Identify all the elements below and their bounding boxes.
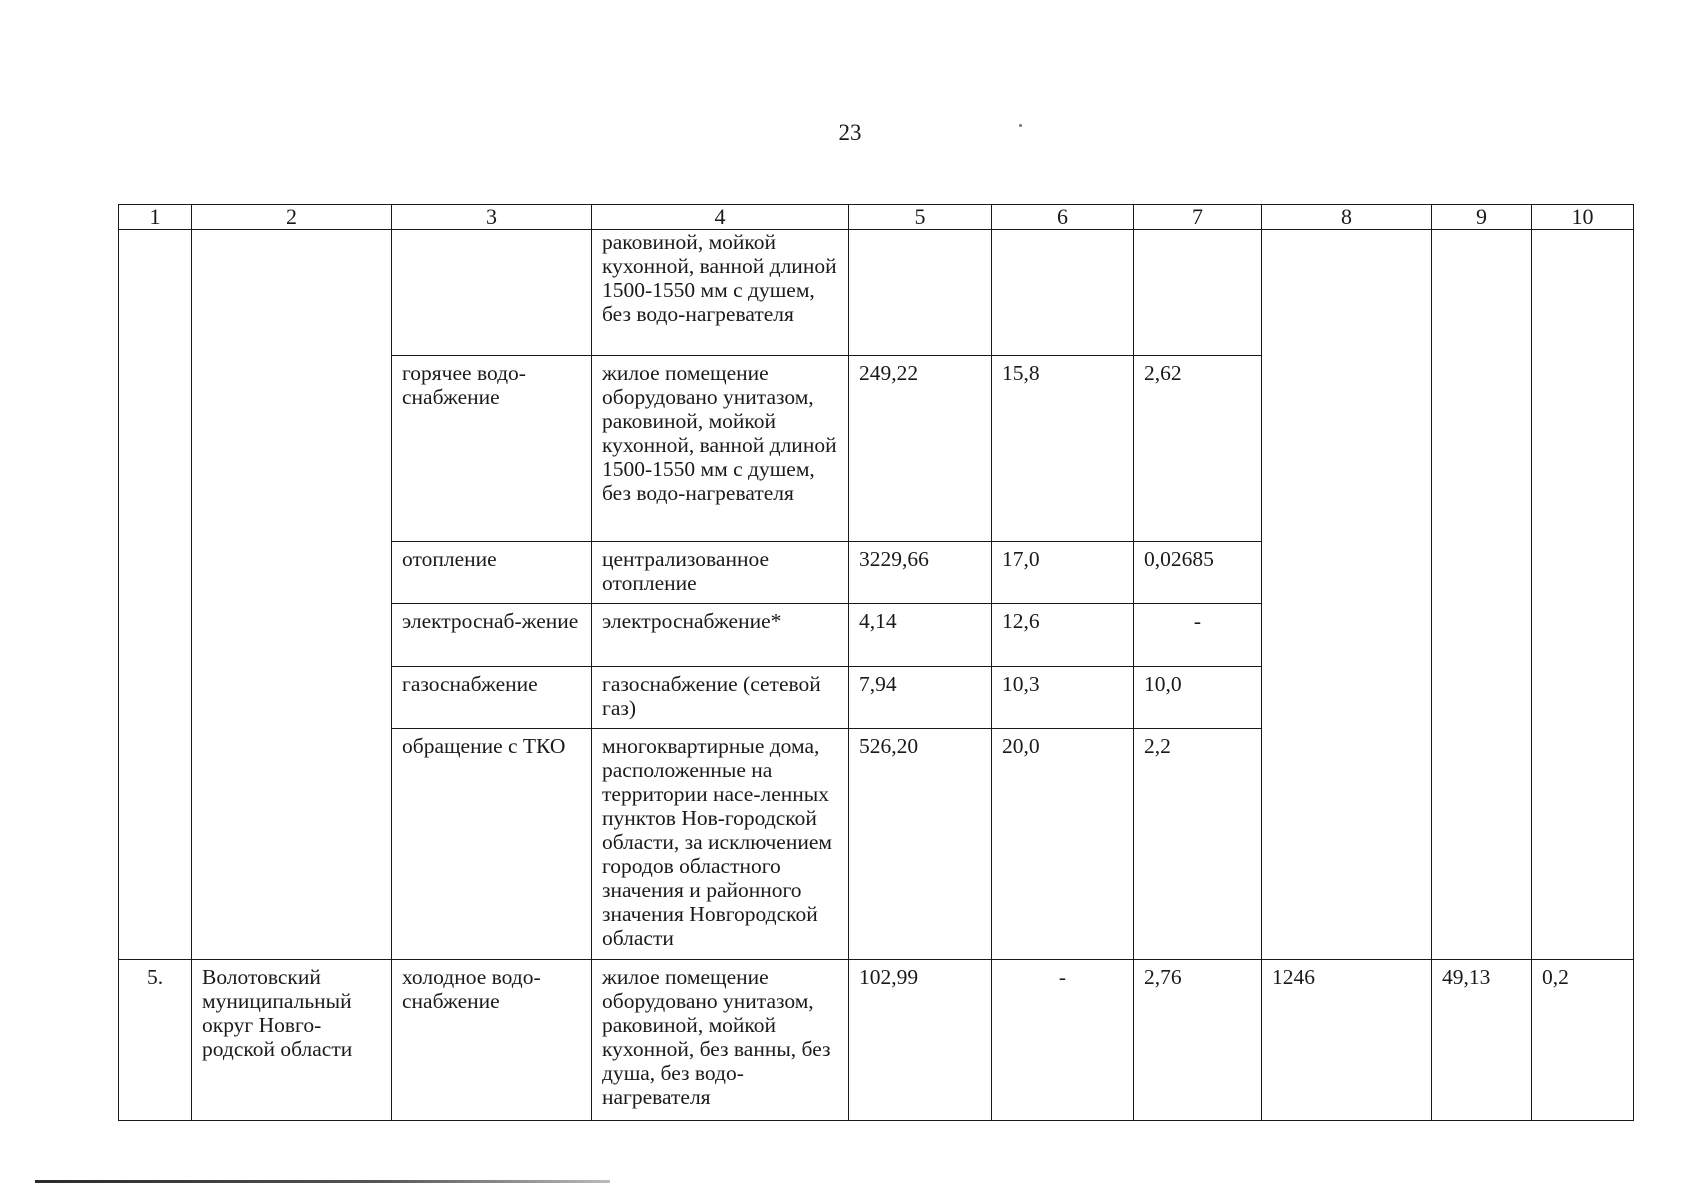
tariff-table <box>118 204 1634 1121</box>
cell-col10: 0,2 <box>1532 960 1634 1121</box>
cell-col6: 12,6 <box>992 604 1134 667</box>
cell-col5: 3229,66 <box>849 542 992 604</box>
cell-region-number: 5. <box>119 960 192 1121</box>
cell-col8-empty <box>1262 230 1432 960</box>
cell-service: обращение с ТКО <box>392 729 592 960</box>
cell-col8: 1246 <box>1262 960 1432 1121</box>
cell-service-empty <box>392 230 592 356</box>
cell-description: централизованное отопление <box>592 542 849 604</box>
header-cell: 4 <box>592 205 849 230</box>
cell-col7: 2,76 <box>1134 960 1262 1121</box>
header-cell: 3 <box>392 205 592 230</box>
cell-region-number-empty <box>119 230 192 960</box>
header-cell: 8 <box>1262 205 1432 230</box>
page-number: 23 <box>838 120 862 145</box>
cell-col5: 102,99 <box>849 960 992 1121</box>
cell-description: электроснабжение* <box>592 604 849 667</box>
cell-col7: 10,0 <box>1134 667 1262 729</box>
scan-speck <box>1019 124 1022 127</box>
cell-col9-empty <box>1432 230 1532 960</box>
cell-col5: 249,22 <box>849 356 992 542</box>
cell-service: холодное водо-снабжение <box>392 960 592 1121</box>
header-cell: 5 <box>849 205 992 230</box>
cell-col10-empty <box>1532 230 1634 960</box>
cell-description: раковиной, мойкой кухонной, ванной длиной 1500-1550 мм с душем, без водо-нагревателя <box>592 230 849 356</box>
cell-service: электроснаб-жение <box>392 604 592 667</box>
header-cell: 2 <box>192 205 392 230</box>
cell-col6: 17,0 <box>992 542 1134 604</box>
column-number-row <box>119 205 1634 230</box>
cell-col7: 2,62 <box>1134 356 1262 542</box>
header-cell: 6 <box>992 205 1134 230</box>
cell-col7: 0,02685 <box>1134 542 1262 604</box>
cell-col5-empty <box>849 230 992 356</box>
cell-col6-empty <box>992 230 1134 356</box>
cell-region-name-empty <box>192 230 392 960</box>
cell-service: газоснабжение <box>392 667 592 729</box>
cell-service: отопление <box>392 542 592 604</box>
footer-divider <box>35 1180 610 1183</box>
table-row-volotovsky <box>119 960 1634 1121</box>
cell-description: газоснабжение (сетевой газ) <box>592 667 849 729</box>
header-cell: 10 <box>1532 205 1634 230</box>
cell-col5: 4,14 <box>849 604 992 667</box>
cell-col7: 2,2 <box>1134 729 1262 960</box>
cell-col5: 7,94 <box>849 667 992 729</box>
cell-col9: 49,13 <box>1432 960 1532 1121</box>
cell-col6: 20,0 <box>992 729 1134 960</box>
header-cell: 1 <box>119 205 192 230</box>
header-cell: 7 <box>1134 205 1262 230</box>
cell-description: жилое помещение оборудовано унитазом, раковиной, мойкой кухонной, ванной длиной 1500-1550 мм с душем, без водо-нагревателя <box>592 356 849 542</box>
table-row-continuation <box>119 230 1634 356</box>
cell-col7: - <box>1134 604 1262 667</box>
cell-service: горячее водо-снабжение <box>392 356 592 542</box>
cell-col6: 15,8 <box>992 356 1134 542</box>
cell-col6: - <box>992 960 1134 1121</box>
header-cell: 9 <box>1432 205 1532 230</box>
cell-col5: 526,20 <box>849 729 992 960</box>
cell-description: жилое помещение оборудовано унитазом, раковиной, мойкой кухонной, без ванны, без душа, без водо-нагревателя <box>592 960 849 1121</box>
cell-col6: 10,3 <box>992 667 1134 729</box>
cell-region-name: Волотовский муниципальный округ Новго-родской области <box>192 960 392 1121</box>
cell-col7-empty <box>1134 230 1262 356</box>
cell-description: многоквартирные дома, расположенные на территории насе-ленных пунктов Нов-городской области, за исключением городов областного значения и районного значения Новгородской области <box>592 729 849 960</box>
